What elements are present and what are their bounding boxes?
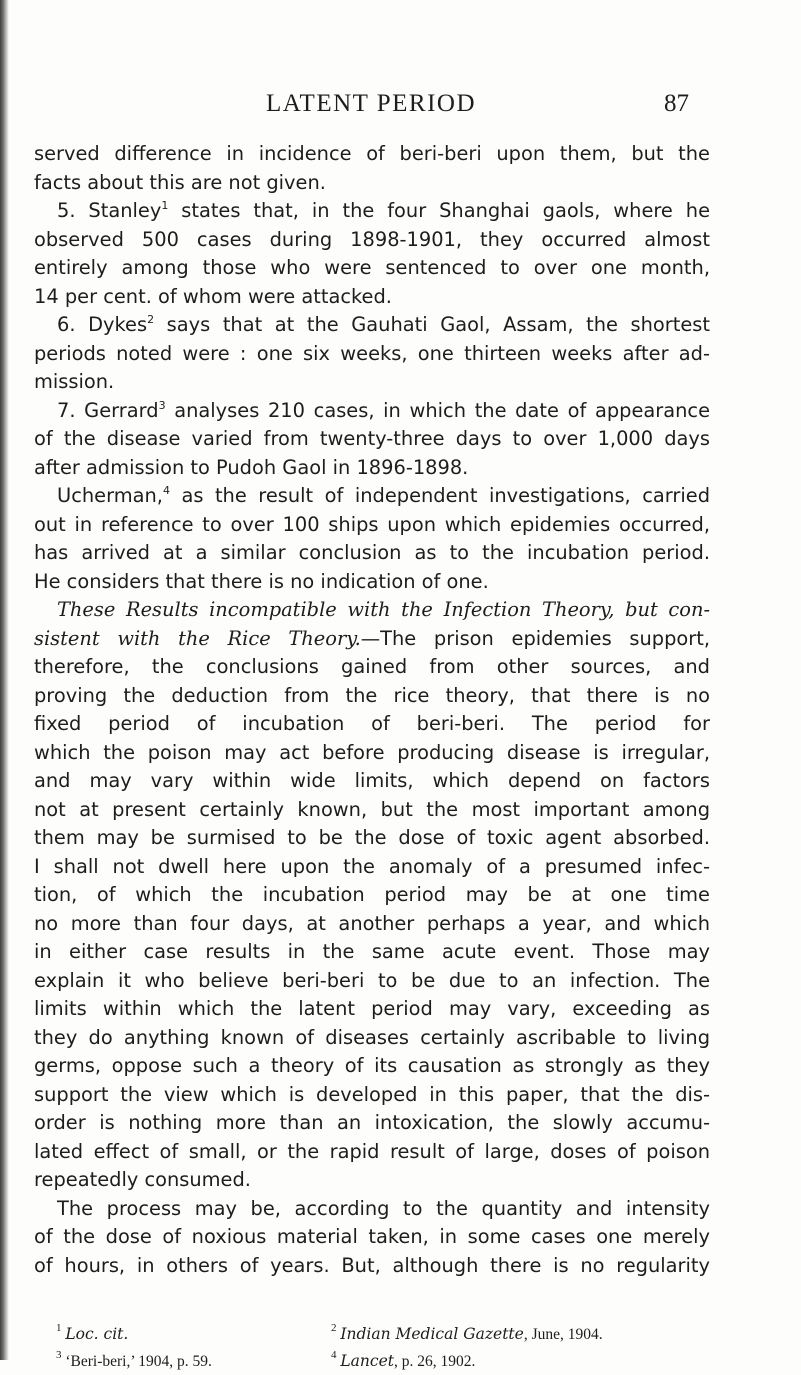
text-run: states that, in the four Shanghai gaols, where he	[168, 199, 710, 222]
text-line: served difference in incidence of beri-beri upon them, but the	[34, 142, 710, 165]
text-line: mission.	[34, 370, 115, 393]
footnote-marker: 2	[147, 313, 155, 326]
text-run: ‘Beri-beri,’ 1904, p. 59.	[61, 1353, 212, 1370]
text-line: repeatedly consumed.	[34, 1168, 251, 1191]
text-line	[34, 625, 710, 654]
text-line: of the disease varied from twenty-three days to over 1,000 days	[34, 427, 710, 450]
text-run: Ucherman,	[57, 484, 163, 507]
footnote-marker: 4	[331, 1349, 337, 1361]
text-line: no more than four days, at another perhaps a year, and which	[34, 911, 710, 935]
text-line: The process may be, according to the quantity and intensity	[57, 1196, 710, 1220]
text-line: has arrived at a similar conclusion as to the incubation period.	[34, 541, 710, 564]
text-line	[34, 482, 710, 511]
text-run: 5. Stanley	[57, 199, 162, 222]
text-line: support the view which is developed in this paper, that the dis-	[34, 1082, 710, 1106]
text-line: 14 per cent. of whom were attacked.	[34, 284, 392, 308]
text-line: tion, of which the incubation period may be at one time	[34, 883, 710, 906]
footnote-row	[34, 1321, 710, 1348]
text-run: —The prison epidemies support,	[360, 626, 710, 650]
text-line: not at present certainly known, but the most important among	[34, 797, 710, 821]
footnote-row	[34, 1348, 710, 1375]
text-run: 6. Dykes	[57, 313, 148, 336]
footnote	[56, 1321, 128, 1348]
text-run: 7. Gerrard	[57, 398, 159, 422]
italic-run: These Results incompatible with the Infection Theory, but con-	[57, 598, 710, 621]
italic-run: Loc. cit.	[65, 1325, 129, 1343]
text-line: limits within which the latent period may vary, exceeding as	[34, 997, 710, 1020]
text-run: says that at the Gauhati Gaol, Assam, the shortest	[154, 313, 710, 336]
text-line: periods noted were : one six weeks, one thirteen weeks after ad-	[34, 341, 710, 365]
text-line: them may be surmised to be the dose of toxic agent absorbed.	[34, 826, 710, 849]
footnote-marker: 2	[331, 1322, 337, 1334]
footnote	[56, 1348, 212, 1375]
text-line: facts about this are not given.	[34, 170, 326, 194]
text-line: they do anything known of diseases certainly ascribable to living	[34, 1025, 710, 1049]
text-line: observed 500 cases during 1898-1901, they occurred almost	[34, 227, 710, 251]
text-line: therefore, the conclusions gained from other sources, and	[34, 655, 710, 678]
text-line: fixed period of incubation of beri-beri. The period for	[34, 712, 710, 735]
footnote-marker: 1	[56, 1322, 62, 1334]
text-line	[34, 596, 710, 625]
italic-run: Indian Medical Gazette	[340, 1325, 524, 1343]
text-line	[34, 197, 710, 226]
text-run: analyses 210 cases, in which the date of appearance	[165, 398, 710, 422]
text-line: I shall not dwell here upon the anomaly of a presumed infec-	[34, 854, 710, 878]
text-line: and may vary within wide limits, which depend on factors	[34, 769, 710, 792]
text-line	[34, 311, 710, 340]
text-line: explain it who believe beri-beri to be due to an infection. The	[34, 968, 710, 992]
text-line: in either case results in the same acute event. Those may	[34, 940, 710, 963]
running-title: LATENT PERIOD	[266, 90, 477, 117]
text-line: of the dose of noxious material taken, in some cases one merely	[34, 1225, 710, 1248]
text-line	[34, 397, 710, 426]
body-text	[34, 140, 710, 1280]
text-line: order is nothing more than an intoxication, the slowly accumu-	[34, 1111, 710, 1134]
text-line: of hours, in others of years. But, although there is no regularity	[34, 1253, 710, 1277]
text-line: germs, oppose such a theory of its causation as strongly as they	[34, 1054, 710, 1077]
footnote	[331, 1321, 603, 1348]
text-run: as the result of independent investigations, carried	[169, 484, 710, 507]
footnote-marker: 1	[161, 199, 169, 212]
text-line: entirely among those who were sentenced to over one month,	[34, 256, 710, 279]
italic-run: sistent with the Rice Theory.	[34, 626, 361, 650]
italic-run: Lancet	[340, 1352, 394, 1370]
text-line: proving the deduction from the rice theory, that there is no	[34, 683, 710, 707]
footnote-marker: 4	[162, 484, 170, 497]
text-line: lated effect of small, or the rapid result of large, doses of poison	[34, 1139, 710, 1163]
text-run: , p. 26, 1902.	[393, 1353, 476, 1370]
footnote-marker: 3	[158, 398, 166, 412]
text-line: after admission to Pudoh Gaol in 1896-1898.	[34, 455, 469, 479]
text-line: which the poison may act before producing disease is irregular,	[34, 740, 710, 764]
footnotes	[34, 1321, 710, 1375]
text-run: , June, 1904.	[523, 1326, 603, 1343]
binding-shadow	[0, 0, 9, 1360]
text-line: He considers that there is no indication of one.	[34, 569, 489, 593]
footnote-marker: 3	[56, 1349, 62, 1361]
text-line: out in reference to over 100 ships upon which epidemies occurred,	[34, 512, 710, 536]
page-header	[0, 90, 801, 124]
page-number: 87	[664, 90, 689, 117]
footnote	[331, 1348, 475, 1375]
